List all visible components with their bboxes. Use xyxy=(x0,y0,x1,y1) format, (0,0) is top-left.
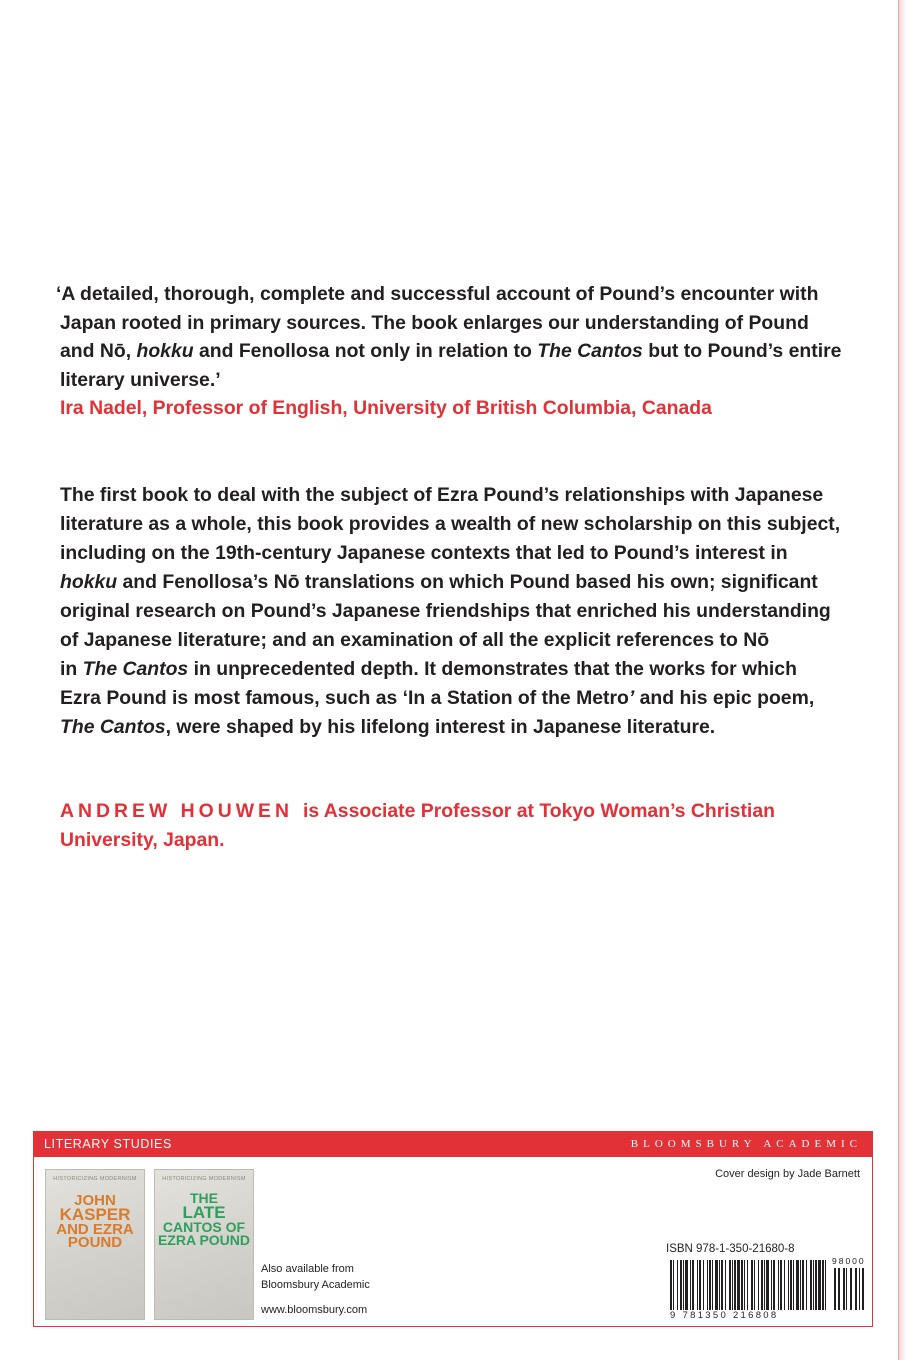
cover-design-credit: Cover design by Jade Barnett xyxy=(715,1168,860,1180)
barcode-bar xyxy=(670,1260,672,1310)
blurb-line: of Japanese literature; and an examination of all the explicit references to Nō xyxy=(60,629,770,651)
addon-bar xyxy=(843,1268,845,1310)
addon-bar xyxy=(846,1268,847,1310)
barcode-bar xyxy=(810,1260,812,1310)
barcode-bar xyxy=(813,1260,814,1310)
blurb-line: Ezra Pound is most famous, such as ‘In a Station of the Metro’ and his epic poem, xyxy=(60,687,815,709)
book-thumbnail-late-cantos[interactable]: HISTORICIZING MODERNISM THE LATE CANTOS OF EZRA POUND xyxy=(154,1169,254,1320)
book-thumbnail-kasper[interactable]: HISTORICIZING MODERNISM JOHN KASPER AND EZRA POUND xyxy=(45,1169,145,1320)
barcode-bar xyxy=(754,1260,755,1310)
barcode-bar xyxy=(721,1260,723,1310)
addon-bar xyxy=(838,1268,840,1310)
website-link[interactable]: www.bloomsbury.com xyxy=(261,1304,368,1316)
quote-line: Japan rooted in primary sources. The book enlarges our understanding of Pound xyxy=(60,311,809,334)
barcode-bar xyxy=(737,1260,740,1310)
endorsement-quote xyxy=(56,280,856,423)
blurb-line: original research on Pound’s Japanese friendships that enriched his understanding xyxy=(60,600,831,622)
spine-edge xyxy=(898,0,907,1360)
barcode-bar xyxy=(796,1260,799,1310)
barcode-bar xyxy=(677,1260,678,1310)
blurb-line: hokku and Fenollosa’s Nō translations on which Pound based his own; significant xyxy=(60,571,818,593)
barcode xyxy=(670,1260,865,1310)
category-bar xyxy=(34,1132,872,1157)
barcode-bar xyxy=(806,1260,807,1310)
barcode-bar xyxy=(822,1260,824,1310)
book-description xyxy=(60,481,850,742)
addon-bar xyxy=(834,1268,836,1310)
barcode-bar xyxy=(673,1260,674,1310)
blurb-line: in The Cantos in unprecedented depth. It demonstrates that the works for which xyxy=(60,658,797,680)
barcode-bar xyxy=(815,1260,817,1310)
addon-digits: 98000 xyxy=(832,1256,866,1266)
addon-bar xyxy=(862,1268,864,1310)
addon-bar xyxy=(859,1268,860,1310)
barcode-bar xyxy=(715,1260,718,1310)
barcode-bar xyxy=(800,1260,801,1310)
quote-line: ‘A detailed, thorough, complete and successful account of Pound’s encounter with xyxy=(56,283,819,305)
barcode-bar xyxy=(692,1260,694,1310)
barcode-bar xyxy=(790,1260,792,1310)
author-name: ANDREW HOUWEN xyxy=(60,800,293,822)
also-available-text: Also available from Bloomsbury Academic xyxy=(261,1263,370,1291)
barcode-bar xyxy=(707,1260,708,1310)
blurb-line: The first book to deal with the subject of Ezra Pound’s relationships with Japanese xyxy=(60,484,824,506)
barcode-bar xyxy=(778,1260,779,1310)
barcode-bar xyxy=(793,1260,794,1310)
publisher-logo: BLOOMSBURY ACADEMIC xyxy=(630,1138,862,1150)
barcode-bar xyxy=(729,1260,731,1310)
barcode-bar xyxy=(685,1260,688,1310)
addon-bar xyxy=(855,1268,857,1310)
barcode-bar xyxy=(719,1260,720,1310)
category-label: LITERARY STUDIES xyxy=(44,1137,172,1151)
author-bio: ANDREW HOUWEN is Associate Professor at Tokyo Woman’s Christian University, Japan. xyxy=(60,800,775,851)
barcode-bar xyxy=(818,1260,821,1310)
quote-line: and Nō, hokku and Fenollosa not only in relation to The Cantos but to Pound’s entire xyxy=(60,340,842,363)
blurb-line: literature as a whole, this book provides a wealth of new scholarship on this subject, xyxy=(60,513,841,535)
isbn-text: ISBN 978-1-350-21680-8 xyxy=(666,1243,795,1255)
barcode-bar xyxy=(732,1260,733,1310)
barcode-bar xyxy=(712,1260,713,1310)
barcode-bar xyxy=(703,1260,704,1310)
barcode-bar xyxy=(699,1260,701,1310)
barcode-bar xyxy=(680,1260,682,1310)
barcode-bar xyxy=(725,1260,726,1310)
quote-attribution: Ira Nadel, Professor of English, University of British Columbia, Canada xyxy=(60,397,712,420)
barcode-bar xyxy=(744,1260,745,1310)
barcode-bar xyxy=(784,1260,785,1310)
barcode-digits: 9 781350 216808 xyxy=(670,1310,779,1321)
barcode-bar xyxy=(825,1260,826,1310)
barcode-bar xyxy=(747,1260,748,1310)
barcode-bar xyxy=(697,1260,698,1310)
barcode-bar xyxy=(788,1260,789,1310)
back-cover-panel xyxy=(33,1131,873,1327)
barcode-bar xyxy=(761,1260,763,1310)
barcode-bar xyxy=(741,1260,743,1310)
barcode-bar xyxy=(771,1260,772,1310)
addon-bar xyxy=(850,1268,852,1310)
barcode-bar xyxy=(734,1260,736,1310)
barcode-bar xyxy=(766,1260,769,1310)
barcode-bar xyxy=(802,1260,804,1310)
barcode-bar xyxy=(751,1260,753,1310)
barcode-bar xyxy=(764,1260,765,1310)
quote-line: literary universe.’ xyxy=(60,368,221,391)
barcode-bar xyxy=(683,1260,684,1310)
blurb-line: including on the 19th-century Japanese contexts that led to Pound’s interest in xyxy=(60,542,788,564)
barcode-bar xyxy=(773,1260,775,1310)
blurb-line: The Cantos, were shaped by his lifelong interest in Japanese literature. xyxy=(60,716,716,738)
barcode-bar xyxy=(758,1260,759,1310)
barcode-bar xyxy=(709,1260,711,1310)
barcode-bar xyxy=(690,1260,691,1310)
barcode-bar xyxy=(780,1260,782,1310)
